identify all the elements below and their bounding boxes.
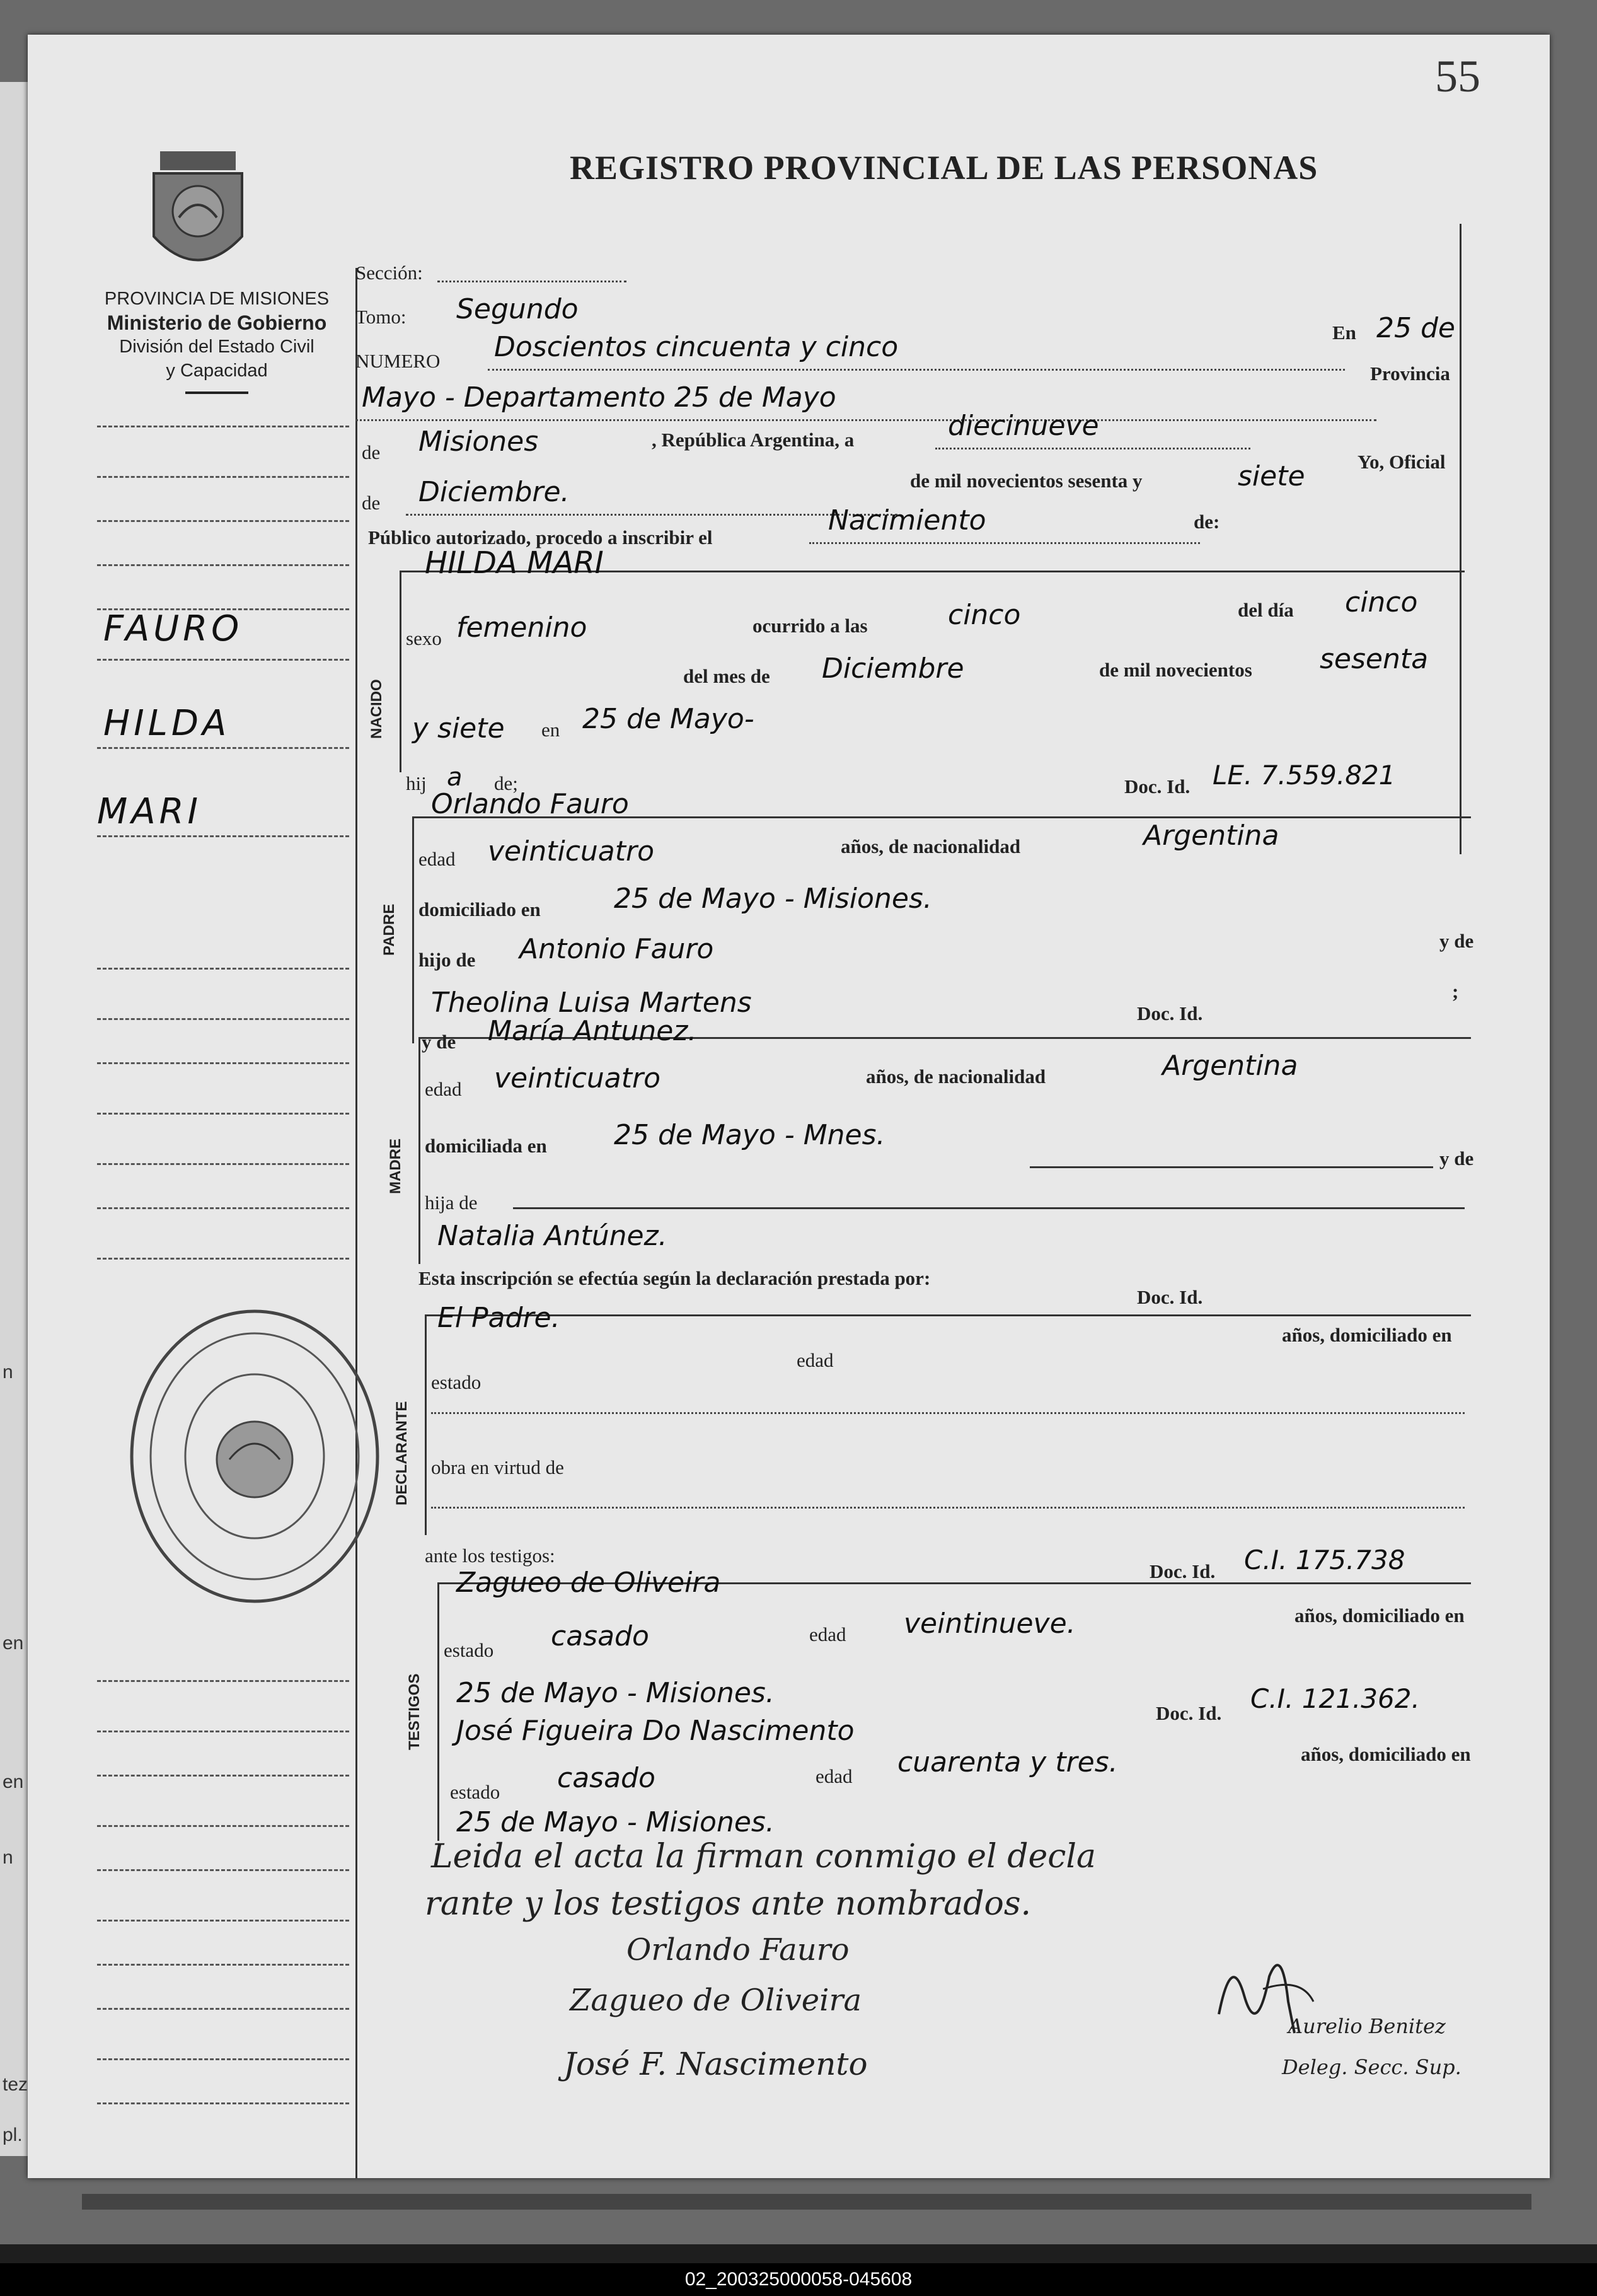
numero-label: NUMERO <box>355 350 441 372</box>
madre-hija-label: hija de <box>425 1191 478 1214</box>
madre-yde2-label: y de <box>1439 1147 1474 1169</box>
oficial-title: Deleg. Secc. Sup. <box>1282 2055 1462 2079</box>
margin-surname: FAURO <box>103 608 243 649</box>
testigo1-edad: veintinueve. <box>904 1608 1076 1640</box>
seccion-label: Sección: <box>355 262 423 284</box>
padre-yde-label: y de <box>1439 930 1474 952</box>
anio-nacimiento-2: y siete <box>412 712 505 745</box>
margin-name-1: HILDA <box>103 703 231 744</box>
right-border <box>1460 224 1462 854</box>
testigo1-anos-label: años, domiciliado en <box>1294 1604 1465 1626</box>
dia-value: diecinueve <box>948 410 1099 442</box>
padre-edad-label: edad <box>418 848 456 870</box>
declarante-nombre: El Padre. <box>437 1302 560 1334</box>
testigo2-nombre: José Figueira Do Nascimento <box>456 1715 855 1747</box>
republica-label: , República Argentina, a <box>652 429 855 451</box>
mes-value: Diciembre. <box>418 476 570 508</box>
section-bracket <box>425 1314 427 1535</box>
section-rule <box>425 1314 1471 1316</box>
publico-label: Público autorizado, procedo a inscribir el <box>368 526 713 548</box>
dia-nacimiento: cinco <box>1345 586 1418 618</box>
fill-line <box>431 1507 1465 1509</box>
acto-field <box>809 542 1200 544</box>
registry-stamp-icon <box>122 1302 387 1611</box>
de-label-nac: de; <box>494 772 518 794</box>
fragment: en <box>3 1633 24 1654</box>
testigo1-dom: 25 de Mayo - Misiones. <box>456 1677 775 1709</box>
testigo1-doc: C.I. 175.738 <box>1244 1545 1405 1575</box>
declarante-estado-label: estado <box>431 1371 481 1393</box>
lugar-nacimiento: 25 de Mayo- <box>582 703 754 735</box>
numero-value: Doscientos cincuenta y cinco <box>494 331 899 363</box>
madre-yde-label: y de <box>422 1031 456 1053</box>
signature-testigo-2: José F. Nascimento <box>563 2046 868 2082</box>
testigo2-estado: casado <box>557 1762 655 1794</box>
testigo2-edad: cuarenta y tres. <box>897 1746 1118 1778</box>
delmes-label: del mes de <box>683 665 770 687</box>
dia-field <box>935 448 1250 449</box>
madre-edad: veinticuatro <box>494 1062 660 1094</box>
testigo1-estado-label: estado <box>444 1639 494 1661</box>
mes-field <box>406 514 897 516</box>
divider <box>185 391 248 394</box>
padre-section-label: PADRE <box>381 903 398 956</box>
mes-nacimiento: Diciembre <box>822 652 964 685</box>
madre-edad-label: edad <box>425 1078 462 1100</box>
semicolon: ; <box>1452 980 1459 1002</box>
testigo2-dom: 25 de Mayo - Misiones. <box>456 1806 775 1838</box>
padre-edad: veinticuatro <box>488 835 654 867</box>
testigos-label: ante los testigos: <box>425 1545 555 1567</box>
fragment: tez <box>3 2074 28 2095</box>
nacido-section-label: NACIDO <box>368 679 385 739</box>
anio-nacimiento-1: sesenta <box>1320 643 1429 675</box>
seccion-field <box>437 281 626 282</box>
padre-hijo-label: hijo de <box>418 949 476 971</box>
nacido-nombre: HILDA MARI <box>425 545 604 581</box>
margin-divider <box>355 268 357 2178</box>
madre-nac: Argentina <box>1162 1050 1298 1082</box>
testigo1-edad-label: edad <box>809 1623 846 1645</box>
closing-line-1: Leida el acta la firman conmigo el decla <box>431 1838 1097 1876</box>
page-number: 55 <box>1435 51 1480 101</box>
lugar-value: Mayo - Departamento 25 de Mayo <box>362 381 836 414</box>
padre-nombre: Orlando Fauro <box>431 788 629 820</box>
declarante-doc-label: Doc. Id. <box>1137 1286 1203 1308</box>
fill-line <box>431 1412 1465 1414</box>
office-division: División del Estado Civil <box>119 337 314 357</box>
madre-section-label: MADRE <box>387 1139 404 1194</box>
testigo2-estado-label: estado <box>450 1781 500 1803</box>
signature-testigo-1: Zagueo de Oliveira <box>570 1983 862 2018</box>
padre-nac-label: años, de nacionalidad <box>841 835 1021 857</box>
oficial-label: Yo, Oficial <box>1358 451 1446 473</box>
provincia-value: Misiones <box>418 426 539 458</box>
signature-declarante: Orlando Fauro <box>626 1932 850 1968</box>
tomo-label: Tomo: <box>355 306 406 328</box>
declaracion-label: Esta inscripción se efectúa según la declaración prestada por: <box>418 1267 931 1289</box>
hora-value: cinco <box>948 599 1021 631</box>
testigo1-estado: casado <box>551 1620 649 1652</box>
testigo2-edad-label: edad <box>816 1765 853 1787</box>
madre-doc-label: Doc. Id. <box>1137 1002 1203 1024</box>
padre-dom: 25 de Mayo - Misiones. <box>614 883 932 915</box>
oficial-name: Aurelio Benitez <box>1288 2014 1446 2038</box>
fragment: pl. <box>3 2125 23 2145</box>
ocurrido-label: ocurrido a las <box>752 615 868 637</box>
abuelo-paterno: Antonio Fauro <box>519 933 714 965</box>
testigo2-doc: C.I. 121.362. <box>1250 1683 1420 1714</box>
page-title: REGISTRO PROVINCIAL DE LAS PERSONAS <box>570 149 1318 187</box>
madre-dom: 25 de Mayo - Mnes. <box>614 1119 885 1151</box>
provincia-label: Provincia <box>1370 362 1450 385</box>
madre-nombre: María Antunez. <box>488 1015 697 1047</box>
declarante-edad-label: edad <box>797 1349 834 1371</box>
mil-label: de mil novecientos sesenta y <box>910 470 1143 492</box>
margin-name-2: MARI <box>97 791 202 832</box>
section-bracket <box>437 1582 439 1841</box>
abuela-materna: Natalia Antúnez. <box>437 1220 667 1252</box>
fragment: n <box>3 1847 13 1868</box>
hij-label: hij <box>406 772 427 794</box>
abuela-paterna: Theolina Luisa Martens <box>431 987 752 1019</box>
office-capacity: y Capacidad <box>166 361 268 381</box>
en-label-nac: en <box>541 719 560 741</box>
hij-value: a <box>447 763 463 792</box>
acto-value: Nacimiento <box>828 504 986 536</box>
fragment: en <box>3 1771 24 1792</box>
en-label: En <box>1332 322 1356 344</box>
sexo-value: femenino <box>456 612 587 644</box>
declarante-section-label: DECLARANTE <box>393 1401 410 1505</box>
testigo1-doc-label: Doc. Id. <box>1150 1560 1216 1582</box>
lugar-field <box>355 419 1376 421</box>
padre-doc-label: Doc. Id. <box>1124 775 1191 797</box>
padre-nac: Argentina <box>1143 820 1279 852</box>
testigo2-anos-label: años, domiciliado en <box>1301 1743 1471 1765</box>
de-label: de <box>362 441 381 463</box>
office-province: PROVINCIA DE MISIONES <box>104 289 330 309</box>
de2-label: de: <box>1194 511 1220 533</box>
declarante-anos-label: años, domiciliado en <box>1282 1324 1452 1346</box>
fill-line <box>513 1207 1465 1209</box>
numero-field <box>488 369 1345 371</box>
testigos-section-label: TESTIGOS <box>406 1673 423 1750</box>
section-bracket <box>418 1037 420 1264</box>
declarante-obra-label: obra en virtud de <box>431 1456 564 1478</box>
office-ministry: Ministerio de Gobierno <box>107 311 327 334</box>
scan-id: 02_200325000058-045608 <box>0 2263 1597 2296</box>
madre-dom-label: domiciliada en <box>425 1135 547 1157</box>
de-label-2: de <box>362 492 381 514</box>
register-page <box>28 35 1550 2178</box>
coat-of-arms-icon <box>141 148 255 287</box>
issuing-office <box>66 287 368 394</box>
fill-line <box>1030 1166 1433 1168</box>
anio-value: siete <box>1238 460 1305 492</box>
en-value: 25 de <box>1376 312 1455 344</box>
testigo2-doc-label: Doc. Id. <box>1156 1702 1222 1724</box>
madre-nac-label: años, de nacionalidad <box>866 1065 1046 1087</box>
tomo-value: Segundo <box>456 293 579 325</box>
padre-doc: LE. 7.559.821 <box>1213 760 1396 791</box>
fragment: n <box>3 1362 13 1383</box>
milnov-label: de mil novecientos <box>1099 659 1252 681</box>
book-spine <box>82 2194 1531 2210</box>
padre-dom-label: domiciliado en <box>418 898 541 920</box>
deldia-label: del día <box>1238 599 1294 621</box>
closing-line-2: rante y los testigos ante nombrados. <box>425 1885 1032 1923</box>
section-bracket <box>400 571 401 772</box>
sexo-label: sexo <box>406 627 442 649</box>
testigo1-nombre: Zagueo de Oliveira <box>456 1567 721 1599</box>
section-bracket <box>412 816 414 1043</box>
